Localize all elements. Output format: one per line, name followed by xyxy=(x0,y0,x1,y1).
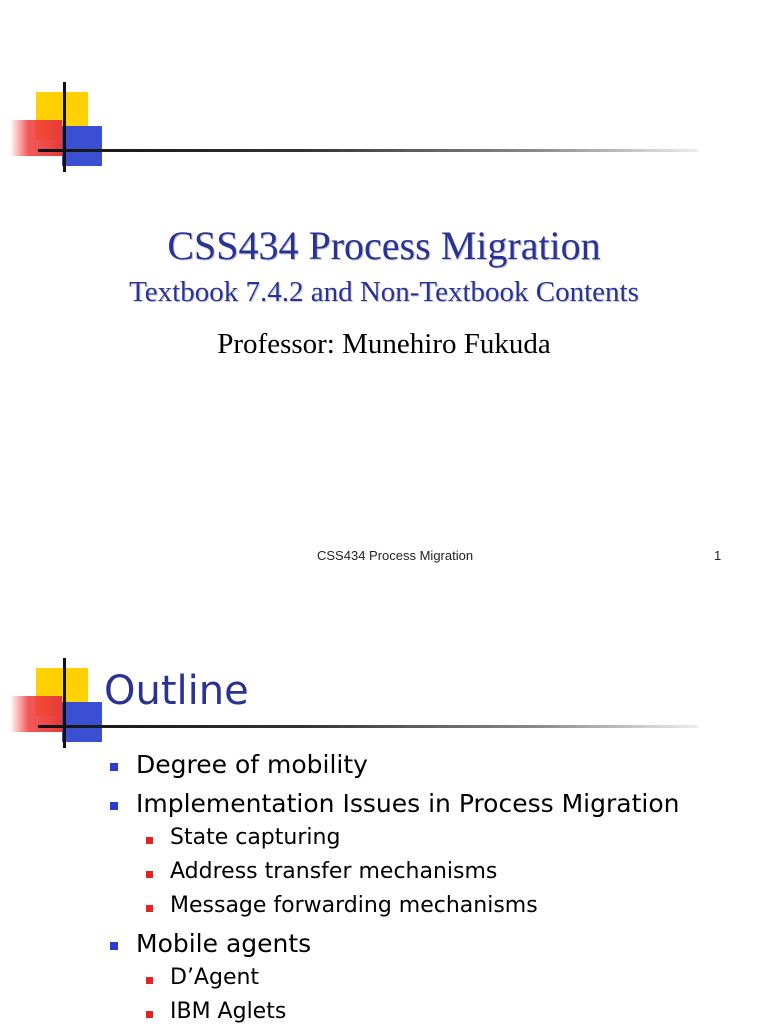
bullet-square-icon xyxy=(146,905,153,912)
sub-list-item-label: D’Agent xyxy=(170,965,260,990)
slide-subtitle: Textbook 7.4.2 and Non-Textbook Contents xyxy=(129,276,639,308)
horizontal-rule-decoration xyxy=(38,149,698,152)
corner-decoration xyxy=(0,80,720,180)
blue-square-decoration xyxy=(62,702,102,742)
bullet-square-icon xyxy=(110,802,118,810)
bullet-square-icon xyxy=(146,1011,153,1018)
sub-list-item-label: IBM Aglets xyxy=(170,999,287,1024)
slide-title: CSS434 Process Migration xyxy=(167,223,601,268)
list-item-label: Degree of mobility xyxy=(136,750,368,779)
bullet-square-icon xyxy=(110,942,118,950)
vertical-rule-decoration xyxy=(63,658,66,748)
sub-list-item-label: Address transfer mechanisms xyxy=(170,859,498,884)
page-number: 1 xyxy=(714,548,722,563)
sub-list-item-label: Message forwarding mechanisms xyxy=(170,893,538,918)
bullet-square-icon xyxy=(146,977,153,984)
outline-slide xyxy=(0,600,768,1024)
bullet-square-icon xyxy=(146,871,153,878)
list-item-label: Mobile agents xyxy=(136,929,312,958)
horizontal-rule-decoration xyxy=(38,725,698,728)
blue-square-decoration xyxy=(62,126,102,166)
bullet-square-icon xyxy=(146,837,153,844)
slide-title: Outline xyxy=(104,668,249,714)
list-item-label: Implementation Issues in Process Migration xyxy=(136,789,680,818)
vertical-rule-decoration xyxy=(63,82,66,172)
slide-footer: CSS434 Process Migration xyxy=(317,548,474,563)
bullet-square-icon xyxy=(110,763,118,771)
sub-list-item-label: State capturing xyxy=(170,825,341,850)
professor-name: Professor: Munehiro Fukuda xyxy=(217,328,551,360)
